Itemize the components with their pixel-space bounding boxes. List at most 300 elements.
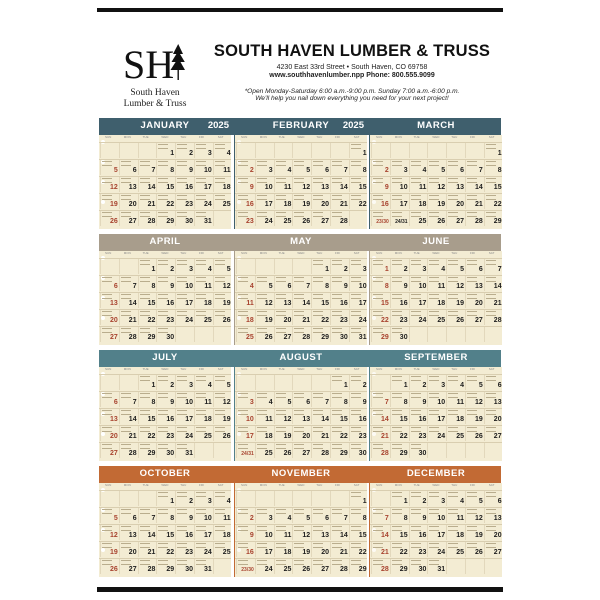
note-lines bbox=[276, 427, 286, 432]
day-cell bbox=[311, 276, 330, 291]
day-number: 31 bbox=[204, 218, 212, 225]
day-cell bbox=[274, 160, 293, 175]
weekday-label: WED bbox=[432, 251, 440, 255]
day-cell bbox=[213, 276, 232, 291]
logo-mark-text: SH bbox=[123, 42, 175, 84]
note-lines bbox=[411, 393, 421, 398]
day-cell bbox=[175, 259, 194, 274]
day-number: 6 bbox=[325, 167, 329, 174]
day-cell bbox=[349, 143, 368, 158]
weekday-label: THU bbox=[451, 483, 458, 487]
day-number: 13 bbox=[456, 184, 464, 191]
day-number: 8 bbox=[497, 167, 502, 174]
day-cell bbox=[311, 426, 330, 441]
day-number: 6 bbox=[306, 399, 311, 406]
day-cell bbox=[371, 375, 390, 390]
weekday-label: MON bbox=[123, 251, 131, 255]
day-cell bbox=[175, 211, 194, 226]
month-block bbox=[369, 466, 501, 577]
weekday-label: TUE bbox=[142, 135, 149, 139]
day-cell bbox=[255, 508, 274, 523]
note-lines bbox=[313, 560, 323, 565]
logo-line-2: Lumber & Truss bbox=[123, 99, 187, 109]
day-cell bbox=[236, 491, 255, 506]
day-number: 16 bbox=[185, 532, 193, 539]
day-number: 26 bbox=[302, 566, 311, 573]
month-title: SEPTEMBER bbox=[404, 352, 468, 363]
day-number: 17 bbox=[418, 300, 427, 307]
day-number: 2 bbox=[362, 382, 367, 389]
day-number: 5 bbox=[306, 515, 311, 522]
day-number: 15 bbox=[166, 184, 175, 191]
note-lines bbox=[102, 393, 112, 398]
day-cell bbox=[100, 443, 119, 458]
day-cell bbox=[213, 259, 232, 274]
day-cell bbox=[138, 409, 157, 424]
note-lines bbox=[196, 161, 206, 166]
weekday-header bbox=[235, 367, 367, 372]
note-lines bbox=[429, 560, 439, 565]
note-lines bbox=[121, 161, 131, 166]
month-block bbox=[99, 350, 231, 461]
note-lines bbox=[158, 260, 168, 265]
note-lines bbox=[177, 294, 187, 299]
day-number: 2 bbox=[422, 382, 427, 389]
weekday-header bbox=[370, 251, 502, 256]
day-cell bbox=[371, 392, 390, 407]
day-number: 7 bbox=[325, 399, 329, 406]
day-number: 13 bbox=[493, 399, 502, 406]
note-lines bbox=[411, 311, 421, 316]
day-cell bbox=[100, 525, 119, 540]
weekday-label: TUE bbox=[278, 367, 285, 371]
month-title: DECEMBER bbox=[406, 468, 466, 479]
day-number: 16 bbox=[399, 300, 408, 307]
note-lines bbox=[140, 509, 150, 514]
note-lines bbox=[257, 444, 267, 449]
day-cell bbox=[175, 143, 194, 158]
day-number: 19 bbox=[302, 549, 311, 556]
note-lines bbox=[140, 212, 150, 217]
day-cell bbox=[349, 491, 368, 506]
note-lines bbox=[196, 260, 206, 265]
note-lines bbox=[294, 560, 304, 565]
weekday-label: FRI bbox=[470, 251, 475, 255]
weekday-label: SAT bbox=[488, 483, 495, 487]
day-cell bbox=[100, 259, 119, 274]
note-lines bbox=[121, 509, 131, 514]
weekday-label: SAT bbox=[217, 483, 224, 487]
day-number: 12 bbox=[264, 300, 273, 307]
weekday-label: TUE bbox=[413, 251, 420, 255]
weekday-label: WED bbox=[161, 251, 169, 255]
note-lines bbox=[448, 277, 458, 282]
note-lines bbox=[429, 294, 439, 299]
day-cell bbox=[330, 293, 349, 308]
month-block bbox=[234, 234, 366, 345]
day-number: 7 bbox=[497, 266, 502, 273]
day-number: 10 bbox=[399, 184, 408, 191]
day-number: 8 bbox=[151, 399, 156, 406]
day-number: 24 bbox=[418, 317, 427, 324]
day-number: 26 bbox=[110, 218, 118, 225]
day-number: 5 bbox=[226, 382, 231, 389]
note-lines bbox=[332, 294, 342, 299]
day-cell bbox=[175, 392, 194, 407]
day-number: 19 bbox=[283, 433, 292, 440]
day-cell bbox=[349, 194, 368, 209]
day-number: 18 bbox=[456, 532, 464, 539]
day-cell bbox=[213, 160, 232, 175]
note-lines bbox=[313, 212, 323, 217]
week-row bbox=[370, 275, 502, 290]
day-number: 12 bbox=[110, 532, 118, 539]
day-number: 1 bbox=[325, 266, 329, 273]
note-lines bbox=[215, 543, 225, 548]
note-lines bbox=[215, 376, 225, 381]
day-cell bbox=[446, 160, 465, 175]
day-number: 25 bbox=[264, 450, 273, 457]
day-number: 10 bbox=[264, 532, 273, 539]
day-cell bbox=[330, 409, 349, 424]
day-number: 6 bbox=[460, 167, 464, 174]
day-number: 19 bbox=[437, 201, 446, 208]
day-cell bbox=[427, 276, 446, 291]
day-number: 16 bbox=[185, 184, 193, 191]
day-number: 4 bbox=[226, 150, 231, 157]
day-cell bbox=[138, 542, 157, 557]
day-cell bbox=[236, 276, 255, 291]
day-cell bbox=[484, 392, 503, 407]
day-cell bbox=[311, 259, 330, 274]
day-number: 24/31 bbox=[241, 451, 254, 457]
day-number: 31 bbox=[185, 450, 193, 457]
note-lines bbox=[373, 161, 383, 166]
note-lines bbox=[392, 509, 402, 514]
note-lines bbox=[257, 509, 267, 514]
day-cell bbox=[409, 160, 428, 175]
day-cell bbox=[311, 177, 330, 192]
day-cell bbox=[255, 559, 274, 574]
day-cell bbox=[465, 426, 484, 441]
day-cell bbox=[156, 426, 175, 441]
note-lines bbox=[257, 410, 267, 415]
day-cell bbox=[409, 559, 428, 574]
note-lines bbox=[486, 212, 496, 217]
note-lines bbox=[102, 294, 112, 299]
day-number: 21 bbox=[340, 201, 348, 208]
note-lines bbox=[411, 260, 421, 265]
day-number: 16 bbox=[418, 532, 427, 539]
weekday-label: WED bbox=[161, 483, 169, 487]
day-cell bbox=[213, 525, 232, 540]
day-number: 14 bbox=[147, 184, 156, 191]
day-number: 27 bbox=[128, 218, 137, 225]
weekday-label: WED bbox=[432, 367, 440, 371]
day-cell bbox=[330, 542, 349, 557]
day-number: 26 bbox=[222, 433, 231, 440]
note-lines bbox=[392, 376, 402, 381]
note-lines bbox=[332, 277, 342, 282]
day-cell bbox=[100, 491, 119, 506]
note-lines bbox=[102, 526, 112, 531]
day-cell bbox=[446, 276, 465, 291]
note-lines bbox=[276, 294, 286, 299]
note-lines bbox=[196, 195, 206, 200]
day-cell bbox=[194, 443, 213, 458]
day-number: 5 bbox=[113, 515, 118, 522]
day-cell bbox=[390, 375, 409, 390]
note-lines bbox=[102, 560, 112, 565]
week-row bbox=[99, 507, 231, 522]
note-lines bbox=[467, 410, 477, 415]
note-lines bbox=[121, 410, 131, 415]
note-lines bbox=[177, 427, 187, 432]
week-row bbox=[235, 275, 367, 290]
day-cell bbox=[311, 375, 330, 390]
day-number: 24 bbox=[264, 566, 273, 573]
note-lines bbox=[332, 444, 342, 449]
day-cell bbox=[274, 443, 293, 458]
day-number: 25 bbox=[456, 549, 464, 556]
note-lines bbox=[467, 195, 477, 200]
day-number: 4 bbox=[226, 498, 231, 505]
day-cell bbox=[100, 211, 119, 226]
day-cell bbox=[255, 177, 274, 192]
day-cell bbox=[465, 293, 484, 308]
day-cell bbox=[427, 542, 446, 557]
day-number: 3 bbox=[268, 515, 273, 522]
note-lines bbox=[158, 144, 168, 149]
day-cell bbox=[349, 259, 368, 274]
note-lines bbox=[196, 294, 206, 299]
week-row bbox=[99, 408, 231, 423]
day-number: 28 bbox=[147, 566, 156, 573]
day-number: 16 bbox=[381, 201, 389, 208]
day-cell bbox=[236, 392, 255, 407]
day-number: 10 bbox=[437, 515, 446, 522]
day-number: 21 bbox=[493, 300, 502, 307]
weekday-label: SAT bbox=[353, 251, 360, 255]
day-cell bbox=[371, 259, 390, 274]
note-lines bbox=[102, 195, 112, 200]
note-lines bbox=[294, 294, 304, 299]
note-lines bbox=[467, 161, 477, 166]
weekday-label: WED bbox=[297, 135, 305, 139]
day-number: 6 bbox=[497, 382, 502, 389]
day-cell bbox=[213, 409, 232, 424]
day-cell bbox=[119, 392, 138, 407]
day-cell bbox=[465, 542, 484, 557]
day-number: 20 bbox=[493, 416, 502, 423]
day-number: 29 bbox=[147, 334, 156, 341]
day-cell bbox=[138, 143, 157, 158]
day-cell bbox=[465, 443, 484, 458]
note-lines bbox=[313, 277, 323, 282]
day-cell bbox=[349, 276, 368, 291]
note-lines bbox=[177, 260, 187, 265]
day-number: 14 bbox=[128, 416, 137, 423]
day-number: 13 bbox=[110, 300, 118, 307]
day-cell bbox=[213, 293, 232, 308]
note-lines bbox=[121, 212, 131, 217]
day-cell bbox=[409, 542, 428, 557]
day-cell bbox=[292, 443, 311, 458]
note-lines bbox=[486, 144, 496, 149]
day-cell bbox=[236, 375, 255, 390]
note-lines bbox=[313, 444, 323, 449]
weekday-label: WED bbox=[297, 251, 305, 255]
day-cell bbox=[213, 491, 232, 506]
day-number: 16 bbox=[340, 300, 348, 307]
company-info bbox=[202, 42, 502, 102]
day-number: 21 bbox=[475, 201, 483, 208]
note-lines bbox=[467, 376, 477, 381]
note-lines bbox=[313, 526, 323, 531]
note-lines bbox=[332, 509, 342, 514]
day-cell bbox=[484, 276, 503, 291]
weekday-label: MON bbox=[394, 483, 402, 487]
note-lines bbox=[158, 427, 168, 432]
day-number: 22 bbox=[147, 317, 156, 324]
day-number: 13 bbox=[493, 515, 502, 522]
day-cell bbox=[274, 276, 293, 291]
day-number: 20 bbox=[321, 201, 329, 208]
note-lines bbox=[467, 277, 477, 282]
weekday-label: TUE bbox=[142, 367, 149, 371]
week-row bbox=[235, 142, 367, 157]
note-lines bbox=[486, 543, 496, 548]
day-cell bbox=[427, 525, 446, 540]
day-cell bbox=[292, 392, 311, 407]
note-lines bbox=[351, 178, 361, 183]
note-lines bbox=[177, 492, 187, 497]
note-lines bbox=[158, 526, 168, 531]
note-lines bbox=[102, 410, 112, 415]
note-lines bbox=[448, 260, 458, 265]
day-number: 11 bbox=[204, 283, 212, 290]
day-cell bbox=[371, 177, 390, 192]
day-number: 7 bbox=[384, 399, 389, 406]
day-cell bbox=[427, 443, 446, 458]
day-number: 18 bbox=[283, 201, 292, 208]
day-cell bbox=[194, 491, 213, 506]
day-cell bbox=[390, 259, 409, 274]
note-lines bbox=[276, 509, 286, 514]
day-cell bbox=[409, 409, 428, 424]
note-lines bbox=[313, 427, 323, 432]
weekday-label: MON bbox=[259, 251, 267, 255]
day-number: 30 bbox=[358, 450, 367, 457]
day-cell bbox=[156, 259, 175, 274]
day-cell bbox=[292, 143, 311, 158]
weekday-label: THU bbox=[316, 251, 323, 255]
note-lines bbox=[158, 560, 168, 565]
note-lines bbox=[448, 543, 458, 548]
day-cell bbox=[427, 293, 446, 308]
weekday-label: TUE bbox=[413, 367, 420, 371]
note-lines bbox=[121, 195, 131, 200]
day-cell bbox=[156, 211, 175, 226]
note-lines bbox=[373, 427, 383, 432]
day-number: 25 bbox=[246, 334, 254, 341]
month-title: JANUARY bbox=[140, 120, 190, 131]
day-number: 14 bbox=[493, 283, 502, 290]
day-number: 10 bbox=[185, 399, 193, 406]
day-number: 5 bbox=[460, 266, 464, 273]
week-row bbox=[99, 210, 231, 225]
day-number: 4 bbox=[207, 266, 212, 273]
note-lines bbox=[411, 410, 421, 415]
day-cell bbox=[274, 559, 293, 574]
day-cell bbox=[213, 310, 232, 325]
day-cell bbox=[484, 409, 503, 424]
day-cell bbox=[255, 542, 274, 557]
day-cell bbox=[119, 443, 138, 458]
day-cell bbox=[427, 426, 446, 441]
day-number: 9 bbox=[384, 184, 389, 191]
note-lines bbox=[276, 444, 286, 449]
day-cell bbox=[409, 508, 428, 523]
day-number: 16 bbox=[246, 549, 254, 556]
day-cell bbox=[484, 327, 503, 342]
day-number: 23 bbox=[418, 549, 427, 556]
day-number: 18 bbox=[246, 317, 254, 324]
day-cell bbox=[100, 160, 119, 175]
week-row bbox=[235, 442, 367, 457]
note-lines bbox=[332, 212, 342, 217]
day-number: 20 bbox=[456, 201, 464, 208]
note-lines bbox=[294, 277, 304, 282]
day-cell bbox=[409, 392, 428, 407]
day-number: 3 bbox=[207, 150, 212, 157]
note-lines bbox=[429, 427, 439, 432]
day-cell bbox=[409, 327, 428, 342]
day-number: 27 bbox=[493, 433, 502, 440]
week-row bbox=[370, 490, 502, 505]
note-lines bbox=[238, 294, 248, 299]
day-number: 4 bbox=[460, 498, 464, 505]
note-lines bbox=[313, 178, 323, 183]
day-number: 19 bbox=[264, 317, 273, 324]
weekday-label: SAT bbox=[217, 367, 224, 371]
week-row bbox=[99, 442, 231, 457]
day-cell bbox=[349, 177, 368, 192]
day-number: 2 bbox=[422, 498, 427, 505]
day-number: 22 bbox=[399, 549, 408, 556]
note-lines bbox=[102, 178, 112, 183]
note-lines bbox=[196, 427, 206, 432]
day-cell bbox=[292, 409, 311, 424]
day-number: 19 bbox=[110, 201, 118, 208]
day-cell bbox=[311, 525, 330, 540]
day-number: 11 bbox=[204, 399, 212, 406]
note-lines bbox=[392, 492, 402, 497]
day-cell bbox=[100, 392, 119, 407]
note-lines bbox=[121, 526, 131, 531]
note-lines bbox=[448, 294, 458, 299]
day-number: 21 bbox=[302, 317, 311, 324]
day-cell bbox=[194, 426, 213, 441]
note-lines bbox=[238, 427, 248, 432]
day-cell bbox=[100, 276, 119, 291]
day-number: 15 bbox=[147, 300, 156, 307]
day-cell bbox=[446, 542, 465, 557]
day-cell bbox=[156, 508, 175, 523]
day-number: 21 bbox=[381, 433, 389, 440]
weekday-header bbox=[235, 251, 367, 256]
note-lines bbox=[257, 178, 267, 183]
